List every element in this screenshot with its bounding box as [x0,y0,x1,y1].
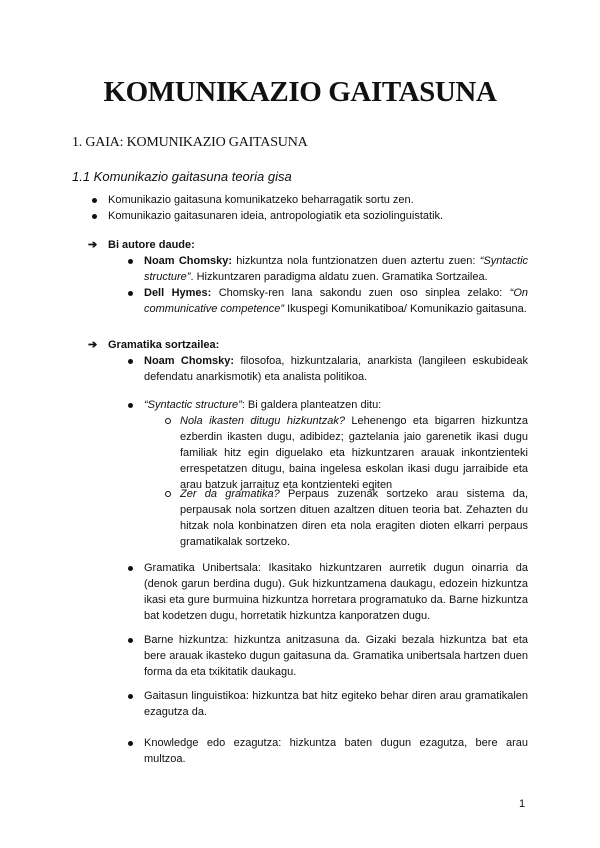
author-work: “On communicative competence” [144,287,528,315]
arrow-right-icon: ➔ [88,239,98,251]
paragraph-item: Knowledge edo ezagutza: hizkuntza baten dugun ezagutza, bere arau multzoa. [144,737,528,765]
page-number: 1 [519,798,526,810]
chomsky-text: filosofoa, hizkuntzalaria, anarkista (langileen eskubideak defendatu anarkismotik) eta analista politikoa. [144,355,528,383]
author-tail: Ikuspegi Komunikatiboa/ Komunikazio gaitasuna. [284,303,527,315]
author-work: “Syntactic structure” [144,255,529,283]
paragraph-item: Gramatika Unibertsala: Ikasitako hizkuntzaren aurretik dugun oinarria da (denok garun berdina dugu). Guk hizkuntzamena daukagu, edozein hizkuntza ikasi eta gure burmuina hizkuntza horretara programatuko da. Barne hizkuntza bat kodetzen dugu, horretatik hizkuntza kanporatzen dugu. [144,562,528,622]
answer: Perpaus zuzenak sortzeko arau sistema da, perpausak nola sortzen dituen azaltzen dituen teoria bat. Zehazten du hitzak nola konbinatzen diren eta nola eragiten dioten elkarri perpaus gramatikalak sortzeko. [180,488,528,548]
subsection-heading: 1.1 Komunikazio gaitasuna teoria gisa [72,169,292,184]
arrow-right-icon: ➔ [88,339,98,351]
question: Nola ikasten ditugu hizkuntzak? [180,415,345,427]
list-item [144,253,528,285]
author-name: Noam Chomsky: [144,255,233,267]
chomsky-name: Noam Chomsky: [144,355,235,367]
list-item [144,353,528,385]
page-title: KOMUNIKAZIO GAITASUNA [103,76,497,108]
syntactic-text: : Bi galdera planteatzen ditu: [241,399,382,411]
paragraph-item: Barne hizkuntza: hizkuntza anitzasuna da. Gizaki bezala hizkuntza bat eta bere arauak ikasteko dugun gaitasuna da. Gramatika unibertsala hartzen duen forma da eta txikitatik daukagu. [144,634,528,678]
list-item [144,285,528,317]
author-text: Chomsky-ren lana sakondu zuen oso sinplea zelako: [211,287,510,299]
gramatika-heading-row [90,337,219,353]
sub-list-item [180,413,528,493]
question: Zer da gramatika? [180,488,280,500]
authors-heading-row [90,237,195,253]
syntactic-title: “Syntactic structure” [144,399,242,411]
authors-heading: Bi autore daude: [108,239,195,251]
list-item: Komunikazio gaitasunaren ideia, antropologiatik eta soziolinguistatik. [108,208,528,224]
paragraph-item: Gaitasun linguistikoa: hizkuntza bat hitz egiteko behar diren arau gramatikalen ezagutza da. [144,690,528,718]
author-text: hizkuntza nola funtzionatzen duen aztertu zuen: [232,255,480,267]
author-name: Dell Hymes: [144,287,212,299]
list-item [144,397,528,413]
author-tail: . Hizkuntzaren paradigma aldatu zuen. Gramatika Sortzailea. [190,271,488,283]
section-heading: 1. GAIA: KOMUNIKAZIO GAITASUNA [72,135,308,150]
answer: Lehenengo eta bigarren hizkuntza ezberdin ikasten dugu, adibidez; gaztelania jaio garenetik ikasi dugu familiak hitz egin diguelako eta hizkuntzaren arauak inkontzienteki errespetatzen ditugu, baina ingelesa eskolan ikasi dugu jarraibide eta arau batzuk jarraituz eta kontzienteki egiten [180,415,528,491]
list-item: Komunikazio gaitasuna komunikatzeko beharragatik sortu zen. [108,192,528,208]
sub-list-item [180,486,528,550]
gramatika-heading: Gramatika sortzailea: [108,339,220,351]
